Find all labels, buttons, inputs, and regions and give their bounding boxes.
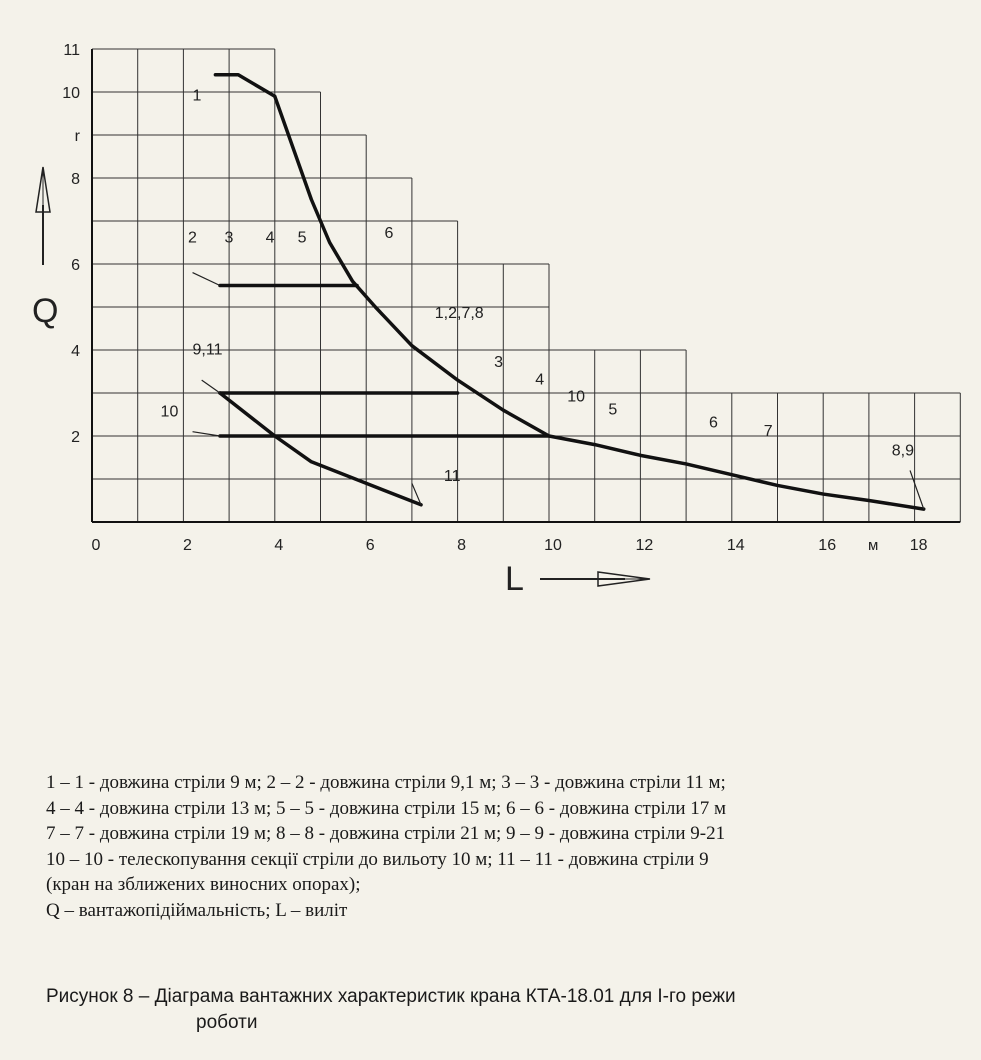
legend-line: 7 – 7 - довжина стріли 19 м; 8 – 8 - довжина стріли 21 м; 9 – 9 - довжина стріли 9-21	[46, 823, 726, 844]
y-tick-label: 8	[71, 171, 80, 188]
caption-line-1: Рисунок 8 – Діаграма вантажних характеристик крана КТА-18.01 для І-го режи	[46, 986, 736, 1007]
x-tick-label: 16	[818, 537, 837, 554]
y-tick-label: 4	[71, 343, 80, 360]
annotation-label: 1,2,7,8	[434, 304, 484, 322]
annotation-label: 6	[384, 225, 394, 243]
annotation-label: 9,11	[192, 341, 223, 359]
annotation-label: 7	[763, 423, 773, 440]
x-tick-label: 2	[182, 537, 192, 554]
annotation-label: 10	[160, 403, 179, 421]
x-axis-label: L	[505, 560, 524, 598]
chart-series	[193, 75, 924, 509]
x-tick-label: 10	[544, 537, 562, 554]
legend-line: (кран на зближених виносних опорах);	[46, 874, 361, 895]
y-tick-label: r	[74, 128, 80, 145]
y-axis-arrow	[36, 167, 50, 265]
x-tick-label: 6	[365, 537, 375, 554]
series-line-1	[215, 75, 923, 509]
x-tick-label: 0	[91, 537, 101, 554]
annotation-label: 8,9	[891, 442, 914, 460]
annotation-label: 1	[192, 87, 202, 105]
annotation-label: 3	[494, 354, 504, 372]
annotation-label: 5	[608, 401, 618, 419]
annotation-label: 6	[708, 414, 718, 432]
legend-line: 10 – 10 - телескопування секції стріли до вильоту 10 м; 11 – 11 - довжина стріли 9	[46, 848, 709, 870]
y-tick-label: 10	[62, 85, 80, 102]
legend-line: 1 – 1 - довжина стріли 9 м; 2 – 2 - довжина стріли 9,1 м; 3 – 3 - довжина стріли 11 м;	[46, 772, 726, 793]
tick-labels	[62, 42, 927, 554]
x-axis-arrow	[540, 572, 650, 586]
x-tick-label: 18	[909, 537, 928, 554]
annotation-leader-line	[910, 470, 924, 509]
annotation-leader-line	[193, 432, 220, 436]
y-axis-label: Q	[32, 292, 59, 330]
y-tick-label: 2	[71, 429, 80, 446]
annotation-leader-line	[193, 273, 220, 286]
annotation-label: 10	[567, 388, 586, 406]
x-tick-label: 8	[457, 537, 467, 554]
annotation-label: 11	[443, 468, 461, 486]
annotation-label: 4	[535, 371, 545, 389]
x-tick-label: 12	[635, 537, 654, 554]
annotation-label: 5	[297, 229, 307, 247]
caption-line-2: роботи	[196, 1012, 258, 1033]
y-tick-label: 11	[63, 42, 80, 59]
annotation-label: 4	[265, 229, 275, 247]
annotation-label: 2	[187, 229, 197, 247]
x-tick-label: 4	[274, 537, 284, 554]
chart-legend-text	[46, 770, 951, 923]
legend-line: 4 – 4 - довжина стріли 13 м; 5 – 5 - довжина стріли 15 м; 6 – 6 - довжина стріли 17 м	[46, 797, 727, 819]
x-tick-label: 14	[726, 537, 745, 554]
annotation-label: 3	[224, 229, 234, 247]
y-tick-label: 6	[71, 257, 80, 274]
figure-caption	[46, 984, 951, 1036]
x-unit-label: м	[868, 537, 879, 554]
annotation-leader-line	[202, 380, 220, 393]
legend-line: Q – вантажопідіймальність; L – виліт	[46, 899, 348, 921]
